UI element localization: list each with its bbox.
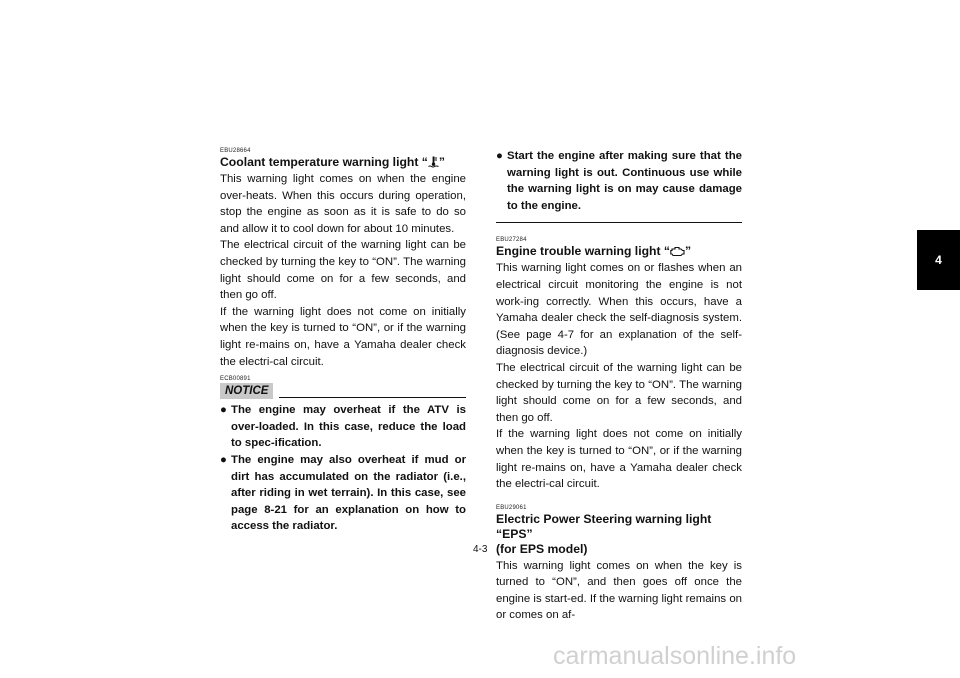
engine-icon bbox=[670, 246, 685, 257]
section-code: EBU29061 bbox=[496, 504, 527, 511]
notice-item bbox=[496, 148, 742, 214]
paragraph: This warning light comes on when the key is turned to “ON”, and then goes off once the engine is start-ed. If the warning light remains on or comes on af- bbox=[496, 559, 742, 622]
right-column bbox=[496, 148, 742, 624]
notice-header bbox=[220, 383, 466, 399]
bullet-icon: ● bbox=[496, 150, 503, 162]
heading-text: Engine trouble warning light “ bbox=[496, 244, 671, 259]
notice-item bbox=[220, 452, 466, 535]
eps-heading bbox=[496, 512, 742, 557]
watermark: carmanualsonline.info bbox=[553, 642, 797, 670]
paragraph: This warning light comes on or flashes when an electrical circuit monitoring the engine is not work-ing correctly. When this occurs, have a Yamaha dealer check the self-diagnosis system. (See page 4-7 for an explanation of the self-diagnosis device.) bbox=[496, 262, 742, 358]
bullet-icon: ● bbox=[220, 453, 227, 466]
notice-item bbox=[220, 402, 466, 452]
engine-trouble-heading bbox=[496, 244, 742, 259]
left-column bbox=[220, 148, 466, 535]
paragraph: The electrical circuit of the warning light can be checked by turning the key to “ON”. The warning light should come on for a few seconds, and then go off. bbox=[220, 239, 466, 302]
heading-line: (for EPS model) bbox=[496, 541, 588, 556]
notice-item-text: Start the engine after making sure that the warning light is out. Continuous use while the warning light is on may cause damage to the engine. bbox=[507, 150, 742, 212]
heading-line: Electric Power Steering warning light “EPS” bbox=[496, 511, 712, 541]
heading-text-end: ” bbox=[685, 244, 692, 259]
section-code: EBU27284 bbox=[496, 237, 527, 244]
paragraph: If the warning light does not come on initially when the key is turned to “ON”, or if the warning light re-mains on, have a Yamaha dealer check the electri-cal circuit. bbox=[220, 305, 466, 368]
paragraph: This warning light comes on when the engine over-heats. When this occurs during operation, stop the engine as soon as it is safe to do so and allow it to cool down for about 10 minutes. bbox=[220, 173, 466, 235]
notice-list-continued bbox=[496, 148, 742, 214]
heading-text: Coolant temperature warning light “ bbox=[220, 155, 428, 169]
coolant-temperature-icon bbox=[428, 156, 439, 168]
coolant-heading bbox=[220, 155, 466, 170]
bullet-icon: ● bbox=[220, 404, 227, 417]
section-code: EBU28664 bbox=[220, 148, 251, 154]
notice-code: ECB00891 bbox=[220, 376, 251, 383]
notice-badge: NOTICE bbox=[220, 383, 273, 399]
notice-rule bbox=[279, 397, 466, 398]
paragraph: The electrical circuit of the warning light can be checked by turning the key to “ON”. The warning light should come on for a few seconds, and then go off. bbox=[496, 361, 742, 424]
chapter-tab: 4 bbox=[917, 230, 960, 290]
notice-item-text: The engine may overheat if the ATV is over-loaded. In this case, reduce the load to spec-ification. bbox=[231, 404, 466, 450]
notice-end-rule bbox=[496, 222, 742, 223]
notice-item-text: The engine may also overheat if mud or dirt has accumulated on the radiator (i.e., after riding in wet terrain). In this case, see page 8-21 for an explanation on how to access the radiator. bbox=[231, 453, 466, 533]
paragraph: If the warning light does not come on initially when the key is turned to “ON”, or if the warning light re-mains on, have a Yamaha dealer check the electri-cal circuit. bbox=[496, 428, 742, 491]
heading-text-end: ” bbox=[438, 155, 445, 169]
notice-list bbox=[220, 402, 466, 535]
page-number: 4-3 bbox=[473, 544, 488, 555]
